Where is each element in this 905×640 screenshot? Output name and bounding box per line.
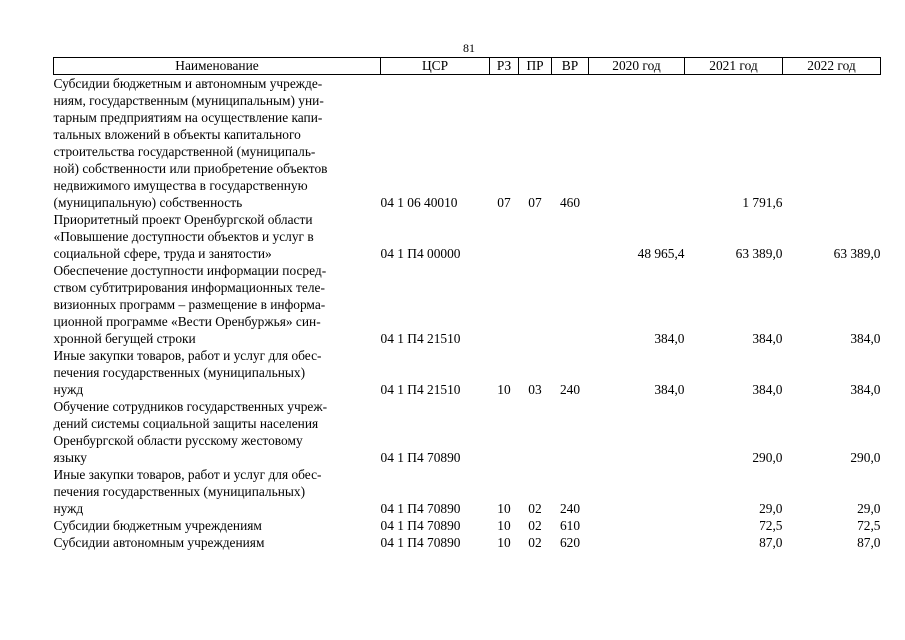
row-csr: 04 1 П4 70890 bbox=[380, 535, 461, 550]
budget-table bbox=[53, 57, 881, 551]
row-2021: 29,0 bbox=[759, 501, 783, 516]
row-name-line: ционной программе «Вести Оренбуржья» син- bbox=[53, 314, 321, 329]
row-name bbox=[54, 75, 381, 212]
row-2020: 48 965,4 bbox=[637, 246, 685, 261]
row-2022: 29,0 bbox=[857, 501, 881, 516]
row-rz bbox=[490, 398, 519, 466]
row-name-line: тальных вложений в объекты капитального bbox=[53, 127, 301, 142]
row-name-line: Обеспечение доступности информации посред- bbox=[53, 263, 327, 278]
row-name-line: ством субтитрирования информационных теле- bbox=[53, 280, 325, 295]
row-csr: 04 1 П4 21510 bbox=[380, 382, 461, 397]
row-2020: 384,0 bbox=[654, 331, 685, 346]
row-2021: 87,0 bbox=[759, 535, 783, 550]
row-name-line: визионных программ – размещение в информа- bbox=[53, 297, 326, 312]
row-name-line: строительства государственной (муниципаль- bbox=[53, 144, 316, 159]
row-csr: 04 1 П4 00000 bbox=[380, 246, 461, 261]
row-vr: 240 bbox=[559, 382, 581, 397]
row-pr bbox=[519, 398, 552, 466]
row-name bbox=[54, 398, 381, 466]
page-number: 81 bbox=[463, 41, 475, 55]
row-vr bbox=[552, 398, 589, 466]
header-row bbox=[54, 58, 881, 75]
row-name-line: Субсидии бюджетным учреждениям bbox=[53, 518, 262, 533]
table-header bbox=[54, 58, 881, 75]
row-name-line: дений системы социальной защиты населения bbox=[53, 416, 319, 431]
row-2021: 290,0 bbox=[752, 450, 783, 465]
row-name-line: Иные закупки товаров, работ и услуг для обес- bbox=[53, 348, 322, 363]
row-name-line: нужд bbox=[53, 501, 84, 516]
row-name bbox=[54, 262, 381, 347]
row-name-line: ниям, государственным (муниципальным) уни- bbox=[53, 93, 324, 108]
row-name-line: хронной бегущей строки bbox=[53, 331, 196, 346]
row-name-line: «Повышение доступности объектов и услуг в bbox=[53, 229, 314, 244]
row-2022: 63 389,0 bbox=[833, 246, 881, 261]
row-name-line: печения государственных (муниципальных) bbox=[53, 484, 306, 499]
row-2020 bbox=[589, 398, 685, 466]
row-2022: 384,0 bbox=[850, 382, 881, 397]
row-name bbox=[54, 211, 381, 262]
table-row bbox=[54, 534, 881, 551]
row-name bbox=[54, 466, 381, 517]
table-row bbox=[54, 347, 881, 398]
row-csr: 04 1 06 40010 bbox=[380, 195, 458, 210]
row-vr: 620 bbox=[559, 535, 581, 550]
header-2021: 2021 год bbox=[685, 58, 783, 75]
row-vr: 610 bbox=[559, 518, 581, 533]
row-name-line: языку bbox=[53, 450, 87, 465]
row-rz: 10 bbox=[497, 501, 511, 516]
row-vr: 460 bbox=[559, 195, 581, 210]
row-pr bbox=[519, 211, 552, 262]
table-row bbox=[54, 398, 881, 466]
row-pr: 03 bbox=[528, 382, 542, 397]
header-vr: ВР bbox=[552, 58, 589, 75]
row-name-line: (муниципальную) собственность bbox=[53, 195, 243, 210]
row-2020 bbox=[589, 517, 685, 534]
row-pr: 07 bbox=[528, 195, 542, 210]
header-csr: ЦСР bbox=[381, 58, 490, 75]
row-name-line: ной) собственности или приобретение объектов bbox=[53, 161, 328, 176]
row-name-line: нужд bbox=[53, 382, 84, 397]
table-body bbox=[54, 75, 881, 552]
header-2020: 2020 год bbox=[589, 58, 685, 75]
row-pr: 02 bbox=[528, 535, 542, 550]
row-name-line: тарным предприятиям на осуществление капи- bbox=[53, 110, 323, 125]
row-2021: 72,5 bbox=[759, 518, 783, 533]
row-2021: 384,0 bbox=[752, 331, 783, 346]
row-rz bbox=[490, 262, 519, 347]
row-name bbox=[54, 534, 381, 551]
row-name-line: Субсидии автономным учреждениям bbox=[53, 535, 265, 550]
row-name-line: Оренбургской области русскому жестовому bbox=[53, 433, 303, 448]
row-2022: 384,0 bbox=[850, 331, 881, 346]
row-rz: 10 bbox=[497, 518, 511, 533]
row-2022: 87,0 bbox=[857, 535, 881, 550]
row-name-line: Приоритетный проект Оренбургской области bbox=[53, 212, 313, 227]
row-csr: 04 1 П4 70890 bbox=[380, 518, 461, 533]
row-name-line: социальной сфере, труда и занятости» bbox=[53, 246, 272, 261]
row-2022: 290,0 bbox=[850, 450, 881, 465]
row-csr: 04 1 П4 21510 bbox=[380, 331, 461, 346]
table-row bbox=[54, 262, 881, 347]
row-csr: 04 1 П4 70890 bbox=[380, 501, 461, 516]
row-name bbox=[54, 517, 381, 534]
row-vr: 240 bbox=[559, 501, 581, 516]
header-name: Наименование bbox=[54, 58, 381, 75]
row-2020 bbox=[589, 466, 685, 517]
row-name-line: недвижимого имущества в государственную bbox=[53, 178, 308, 193]
row-pr: 02 bbox=[528, 518, 542, 533]
row-2021: 384,0 bbox=[752, 382, 783, 397]
row-vr bbox=[552, 262, 589, 347]
row-name bbox=[54, 347, 381, 398]
row-pr bbox=[519, 262, 552, 347]
header-rz: РЗ bbox=[490, 58, 519, 75]
header-pr: ПР bbox=[519, 58, 552, 75]
row-2020: 384,0 bbox=[654, 382, 685, 397]
row-name-line: Обучение сотрудников государственных учреж- bbox=[53, 399, 328, 414]
table-row bbox=[54, 75, 881, 212]
row-rz: 10 bbox=[497, 382, 511, 397]
row-csr: 04 1 П4 70890 bbox=[380, 450, 461, 465]
header-2022: 2022 год bbox=[783, 58, 881, 75]
row-2022: 72,5 bbox=[857, 518, 881, 533]
row-pr: 02 bbox=[528, 501, 542, 516]
row-rz: 10 bbox=[497, 535, 511, 550]
row-2020 bbox=[589, 534, 685, 551]
row-2020 bbox=[589, 75, 685, 212]
row-vr bbox=[552, 211, 589, 262]
row-name-line: Иные закупки товаров, работ и услуг для обес- bbox=[53, 467, 322, 482]
table-row bbox=[54, 211, 881, 262]
row-rz: 07 bbox=[497, 195, 511, 210]
row-2021: 1 791,6 bbox=[742, 195, 783, 210]
row-name-line: печения государственных (муниципальных) bbox=[53, 365, 306, 380]
row-2022 bbox=[783, 75, 881, 212]
row-name-line: Субсидии бюджетным и автономным учрежде- bbox=[53, 76, 323, 91]
table-row bbox=[54, 517, 881, 534]
table-row bbox=[54, 466, 881, 517]
row-rz bbox=[490, 211, 519, 262]
row-2021: 63 389,0 bbox=[735, 246, 783, 261]
